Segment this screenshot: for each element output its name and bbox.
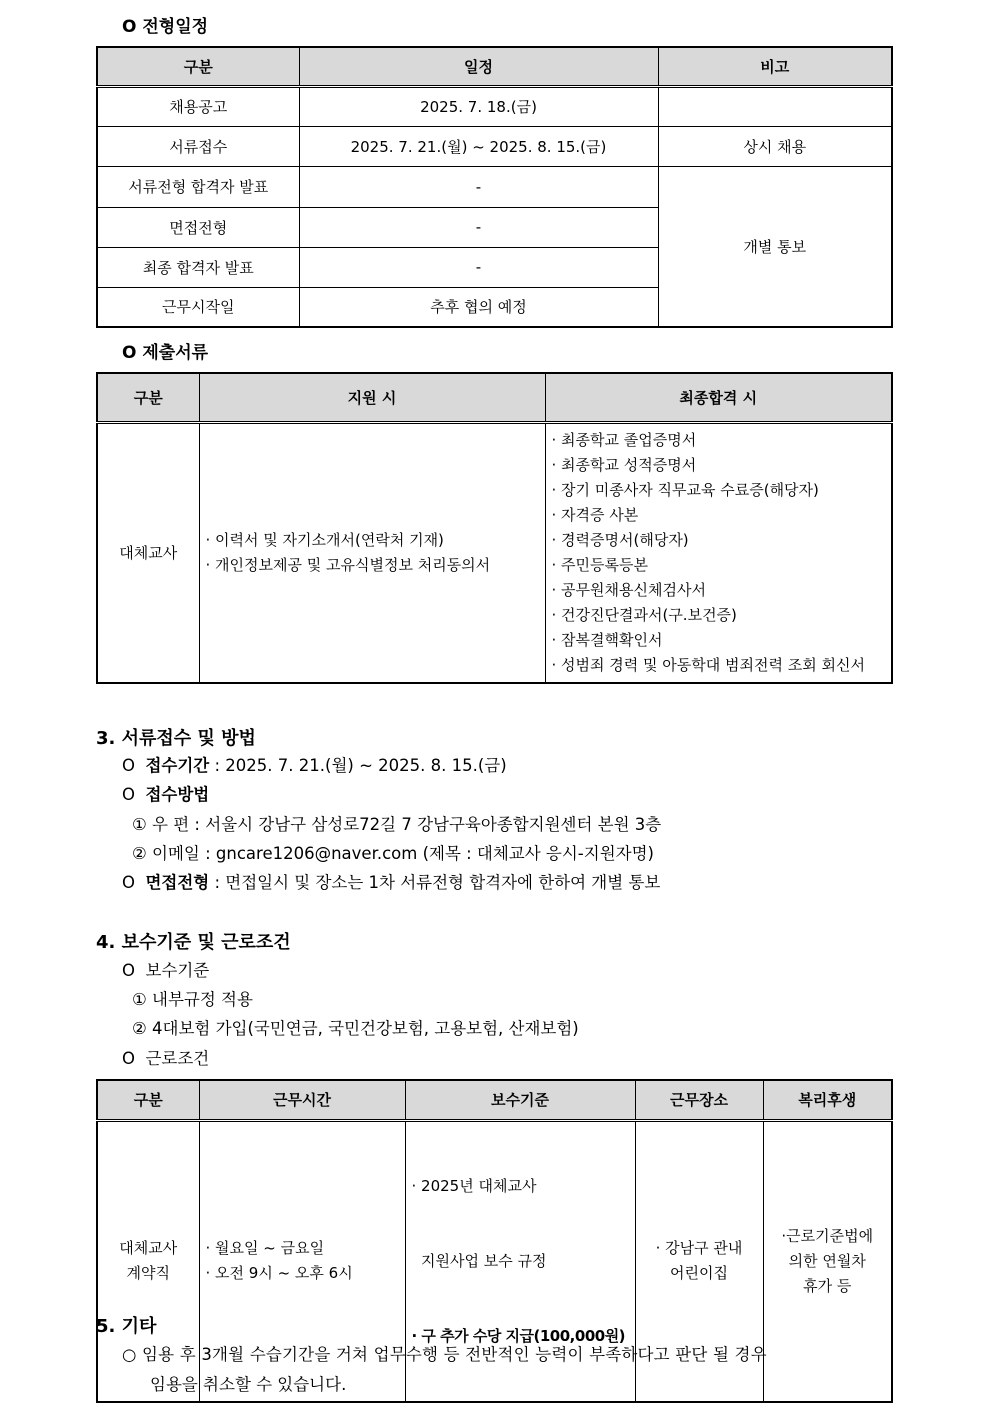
section4-title: 4. 보수기준 및 근로조건 — [96, 932, 291, 953]
bullet-icon: O — [122, 785, 146, 804]
schedule-label: 서류전형 합격자 발표 — [97, 166, 299, 207]
work-welfare: ·근로기준법에 의한 연월차 휴가 등 — [763, 1120, 892, 1402]
list-item: · 최종학교 졸업증명서 — [551, 430, 697, 449]
list-item: · 장기 미종사자 직무교육 수료증(해당자) — [551, 480, 819, 499]
section3-period — [122, 752, 507, 776]
documents-final-list — [545, 422, 892, 683]
list-item: · 이력서 및 자기소개서(연락처 기재) — [205, 530, 444, 549]
schedule-date: 2025. 7. 21.(월) ~ 2025. 8. 15.(금) — [299, 126, 658, 166]
period-label: 접수기간 — [145, 756, 210, 775]
bullet-icon: O — [122, 961, 146, 980]
schedule-header-category: 구분 — [97, 47, 299, 86]
bullet-icon: O — [122, 1049, 146, 1068]
schedule-table — [96, 46, 893, 328]
bullet-icon: O — [122, 756, 146, 775]
list-item: · 건강진단결과서(구.보건증) — [551, 605, 737, 624]
work-header-category: 구분 — [97, 1080, 199, 1120]
interview-value: : 면접일시 및 장소는 1차 서류전형 합격자에 한하여 개별 통보 — [209, 873, 661, 892]
work-header-hours: 근무시간 — [199, 1080, 405, 1120]
documents-category: 대체교사 — [97, 422, 199, 683]
schedule-label: 근무시작일 — [97, 287, 299, 327]
section5-line1: ○ 임용 후 3개월 수습기간을 거쳐 업무수행 등 전반적인 능력이 부족하다고 판단 될 경우 — [122, 1345, 767, 1364]
list-item: · 오전 9시 ~ 오후 6시 — [205, 1264, 353, 1282]
section4-pay-item: ① 내부규정 적용 — [132, 990, 253, 1009]
table-row — [97, 86, 892, 126]
period-value: : 2025. 7. 21.(월) ~ 2025. 8. 15.(금) — [209, 756, 507, 775]
schedule-note: 상시 채용 — [658, 126, 892, 166]
work-place: · 강남구 관내 어린이집 — [635, 1120, 763, 1402]
list-item: 지원사업 보수 규정 — [411, 1251, 547, 1270]
section5-line2: 임용을 취소할 수 있습니다. — [150, 1375, 347, 1394]
section3-interview — [122, 869, 660, 893]
table-row — [97, 166, 892, 207]
section4-pay-heading — [122, 957, 209, 981]
schedule-header-date: 일정 — [299, 47, 658, 86]
schedule-date: - — [299, 207, 658, 247]
list-item: · 공무원채용신체검사서 — [551, 580, 706, 599]
schedule-merged-note: 개별 통보 — [658, 166, 892, 327]
section5-title: 5. 기타 — [96, 1316, 157, 1337]
list-item: · 잠복결핵확인서 — [551, 630, 663, 649]
work-header-place: 근무장소 — [635, 1080, 763, 1120]
list-item: · 최종학교 성적증명서 — [551, 455, 697, 474]
schedule-header-note: 비고 — [658, 47, 892, 86]
list-item: · 2025년 대체교사 — [411, 1176, 537, 1195]
pay-label: 보수기준 — [145, 961, 210, 980]
work-header-pay: 보수기준 — [405, 1080, 635, 1120]
interview-label: 면접전형 — [145, 873, 210, 892]
documents-table — [96, 372, 893, 684]
documents-header-apply: 지원 시 — [199, 373, 545, 422]
list-item: · 성범죄 경력 및 아동학대 범죄전력 조회 회신서 — [551, 655, 865, 674]
documents-header-category: 구분 — [97, 373, 199, 422]
schedule-date: - — [299, 247, 658, 287]
documents-header-final: 최종합격 시 — [545, 373, 892, 422]
section3-method — [122, 781, 209, 805]
bullet-icon: O — [122, 873, 146, 892]
documents-apply-list — [199, 422, 545, 683]
section4-pay-item: ② 4대보험 가입(국민연금, 국민건강보험, 고용보험, 산재보험) — [132, 1019, 579, 1038]
list-item: · 주민등록등본 — [551, 555, 648, 574]
schedule-label: 서류접수 — [97, 126, 299, 166]
work-category: 대체교사 계약직 — [97, 1120, 199, 1402]
list-item: · 자격증 사본 — [551, 505, 639, 524]
schedule-label: 채용공고 — [97, 86, 299, 126]
schedule-date: 2025. 7. 18.(금) — [299, 86, 658, 126]
schedule-date: 추후 협의 예정 — [299, 287, 658, 327]
list-item: · 구 추가 수당 지급(100,000원) — [411, 1326, 626, 1345]
schedule-heading: O 전형일정 — [122, 17, 209, 37]
section4-work-heading — [122, 1045, 209, 1069]
section3-title: 3. 서류접수 및 방법 — [96, 728, 256, 749]
documents-heading: O 제출서류 — [122, 343, 209, 363]
list-item: · 월요일 ~ 금요일 — [205, 1239, 325, 1257]
work-label: 근로조건 — [145, 1049, 210, 1068]
table-row — [97, 422, 892, 683]
table-row — [97, 126, 892, 166]
schedule-label: 최종 합격자 발표 — [97, 247, 299, 287]
list-item: · 경력증명서(해당자) — [551, 530, 689, 549]
schedule-note — [658, 86, 892, 126]
work-header-welfare: 복리후생 — [763, 1080, 892, 1120]
section3-email: ② 이메일 : gncare1206@naver.com (제목 : 대체교사 응시-지원자명) — [132, 844, 654, 863]
schedule-label: 면접전형 — [97, 207, 299, 247]
method-label: 접수방법 — [145, 785, 210, 804]
schedule-date: - — [299, 166, 658, 207]
list-item: · 개인정보제공 및 고유식별정보 처리동의서 — [205, 555, 491, 574]
section3-post: ① 우 편 : 서울시 강남구 삼성로72길 7 강남구육아종합지원센터 본원 3층 — [132, 815, 662, 834]
